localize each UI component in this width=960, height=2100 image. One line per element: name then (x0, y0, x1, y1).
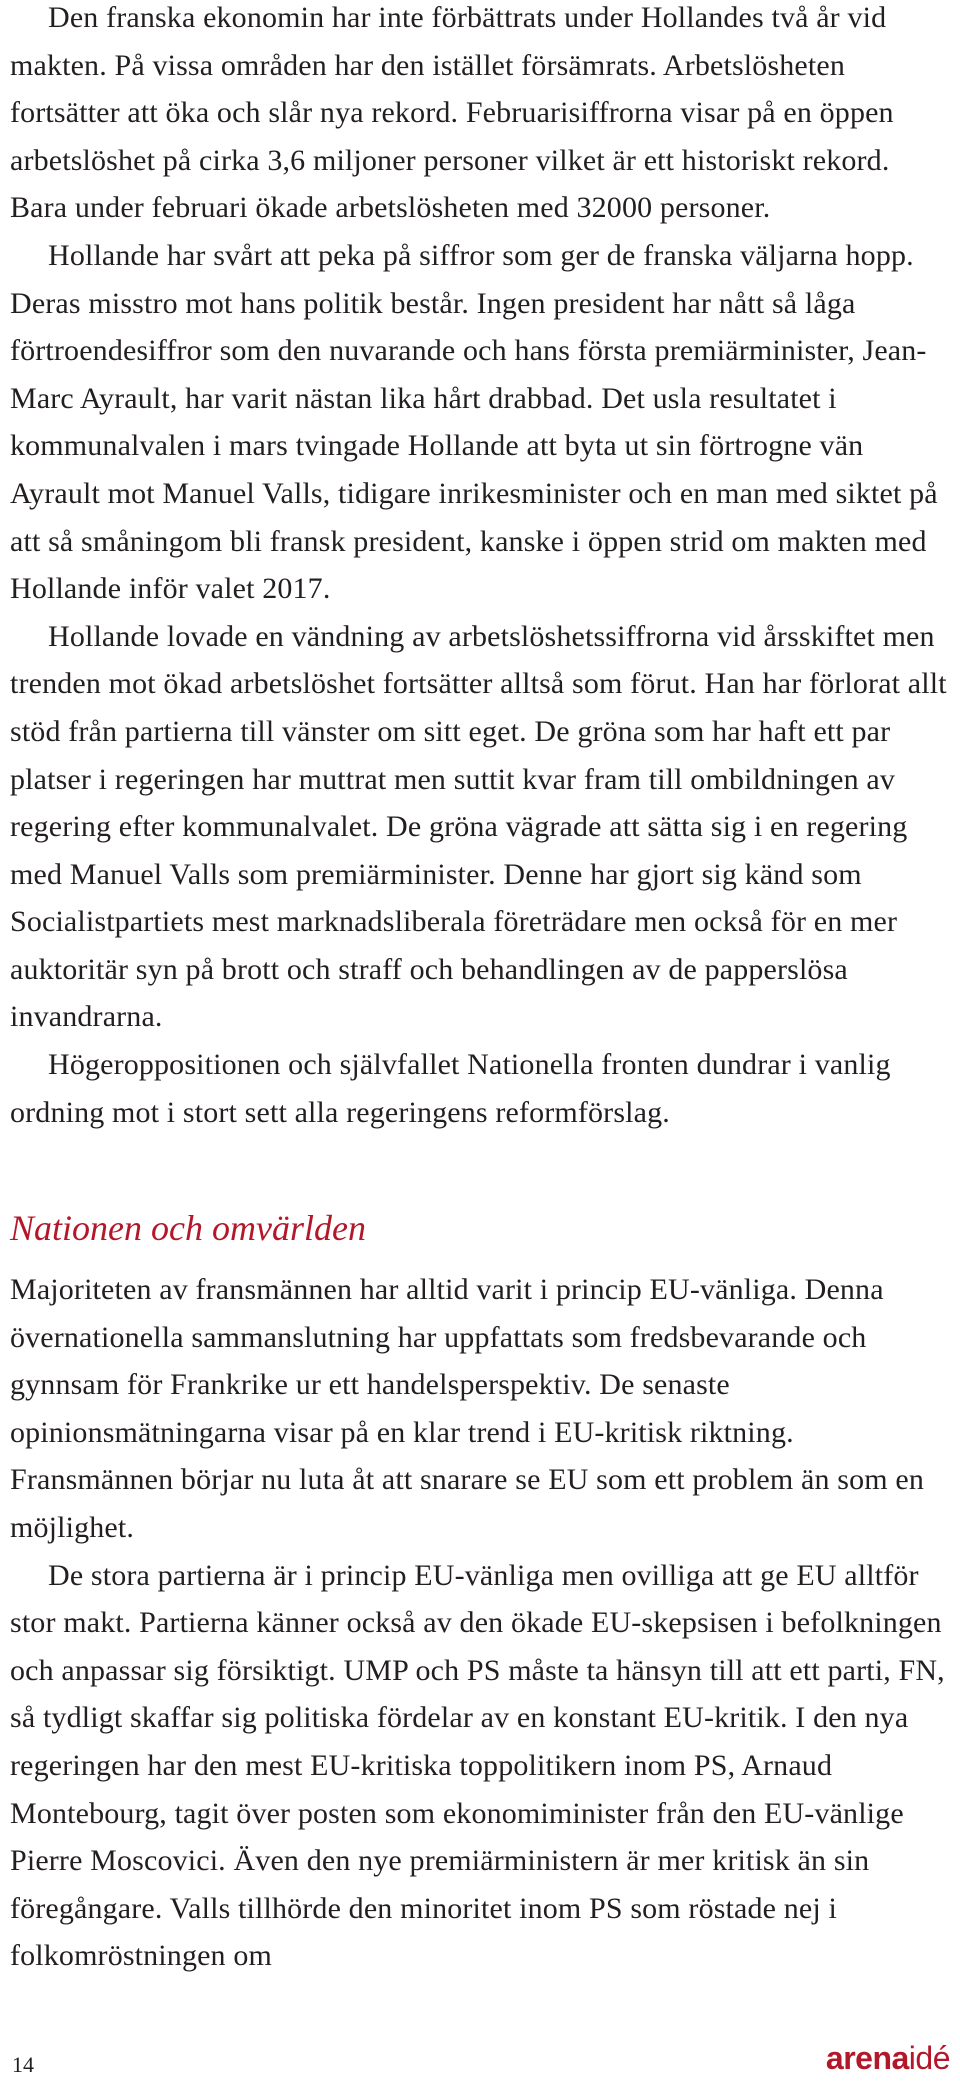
paragraph: Hollande lovade en vändning av arbetslöshetssiffrorna vid årsskiftet men trenden mot ökad arbetslöshet fortsätter alltså som förut. Han har förlorat allt stöd från partierna till vänster om sitt eget. De gröna som har haft ett par platser i regeringen har muttrat men suttit kvar fram till ombildningen av regering efter kommunalvalet. De gröna vägrade att sätta sig i en regering med Manuel Valls som premiärminister. Denne har gjort sig känd som Socialistpartiets mest marknadsliberala företrädare men också för en mer auktoritär syn på brott och straff och behandlingen av de papperslösa invandrarna. (10, 619, 947, 1034)
article-section-1 (10, 0, 950, 1136)
page-number: 14 (12, 2052, 34, 2077)
article-section-2 (10, 1266, 950, 1980)
paragraph: Den franska ekonomin har inte förbättrats under Hollandes två år vid makten. På vissa områden har den istället försämrats. Arbetslösheten fortsätter att öka och slår nya rekord. Februarisiffrorna visar på en öppen arbetslöshet på cirka 3,6 miljoner personer vilket är ett historiskt rekord. Bara under februari ökade arbetslösheten med 32000 personer. (10, 1, 894, 225)
paragraph: De stora partierna är i princip EU-vänliga men ovilliga att ge EU alltför stor makt. Partierna känner också av den ökade EU-skepsisen i befolkningen och anpassar sig försiktigt. UMP och PS måste ta hänsyn till att ett parti, FN, så tydligt skaffar sig politiska fördelar av en konstant EU-kritik. I den nya regeringen har den mest EU-kritiska toppolitikern inom PS, Arnaud Montebourg, tagit över posten som ekonomiminister från den EU-vänlige Pierre Moscovici. Även den nye premiärministern är mer kritisk än sin föregångare. Valls tillhörde den minoritet inom PS som röstade nej i folkomröstningen om (10, 1558, 945, 1973)
paragraph: Högeroppositionen och självfallet Nationella fronten dundrar i vanlig ordning mot i stort sett alla regeringens reformförslag. (10, 1048, 891, 1129)
paragraph: Hollande har svårt att peka på siffror som ger de franska väljarna hopp. Deras misstro mot hans politik består. Ingen president har nått så låga förtroendesiffror som den nuvarande och hans första premiärminister, Jean-Marc Ayrault, har varit nästan lika hårt drabbad. Det usla resultatet i kommunalvalen i mars tvingade Hollande att byta ut sin förtrogne vän Ayrault mot Manuel Valls, tidigare inrikesminister och en man med siktet på att så småningom bli fransk president, kanske i öppen strid om makten med Hollande inför valet 2017. (10, 238, 938, 606)
section-heading: Nationen och omvärlden (10, 1208, 366, 1248)
paragraph: Majoriteten av fransmännen har alltid varit i princip EU-vänliga. Denna övernationella sammanslutning har uppfattats som fredsbevarande och gynnsam för Frankrike ur ett handelsperspektiv. De senaste opinionsmätningarna visar på en klar trend i EU-kritisk riktning. Fransmännen börjar nu luta åt att snarare se EU som ett problem än som en möjlighet. (10, 1273, 925, 1544)
logo-text-arena: arena (825, 2040, 909, 2076)
logo-text-ide: idé (908, 2040, 950, 2076)
publisher-logo (826, 2040, 950, 2077)
